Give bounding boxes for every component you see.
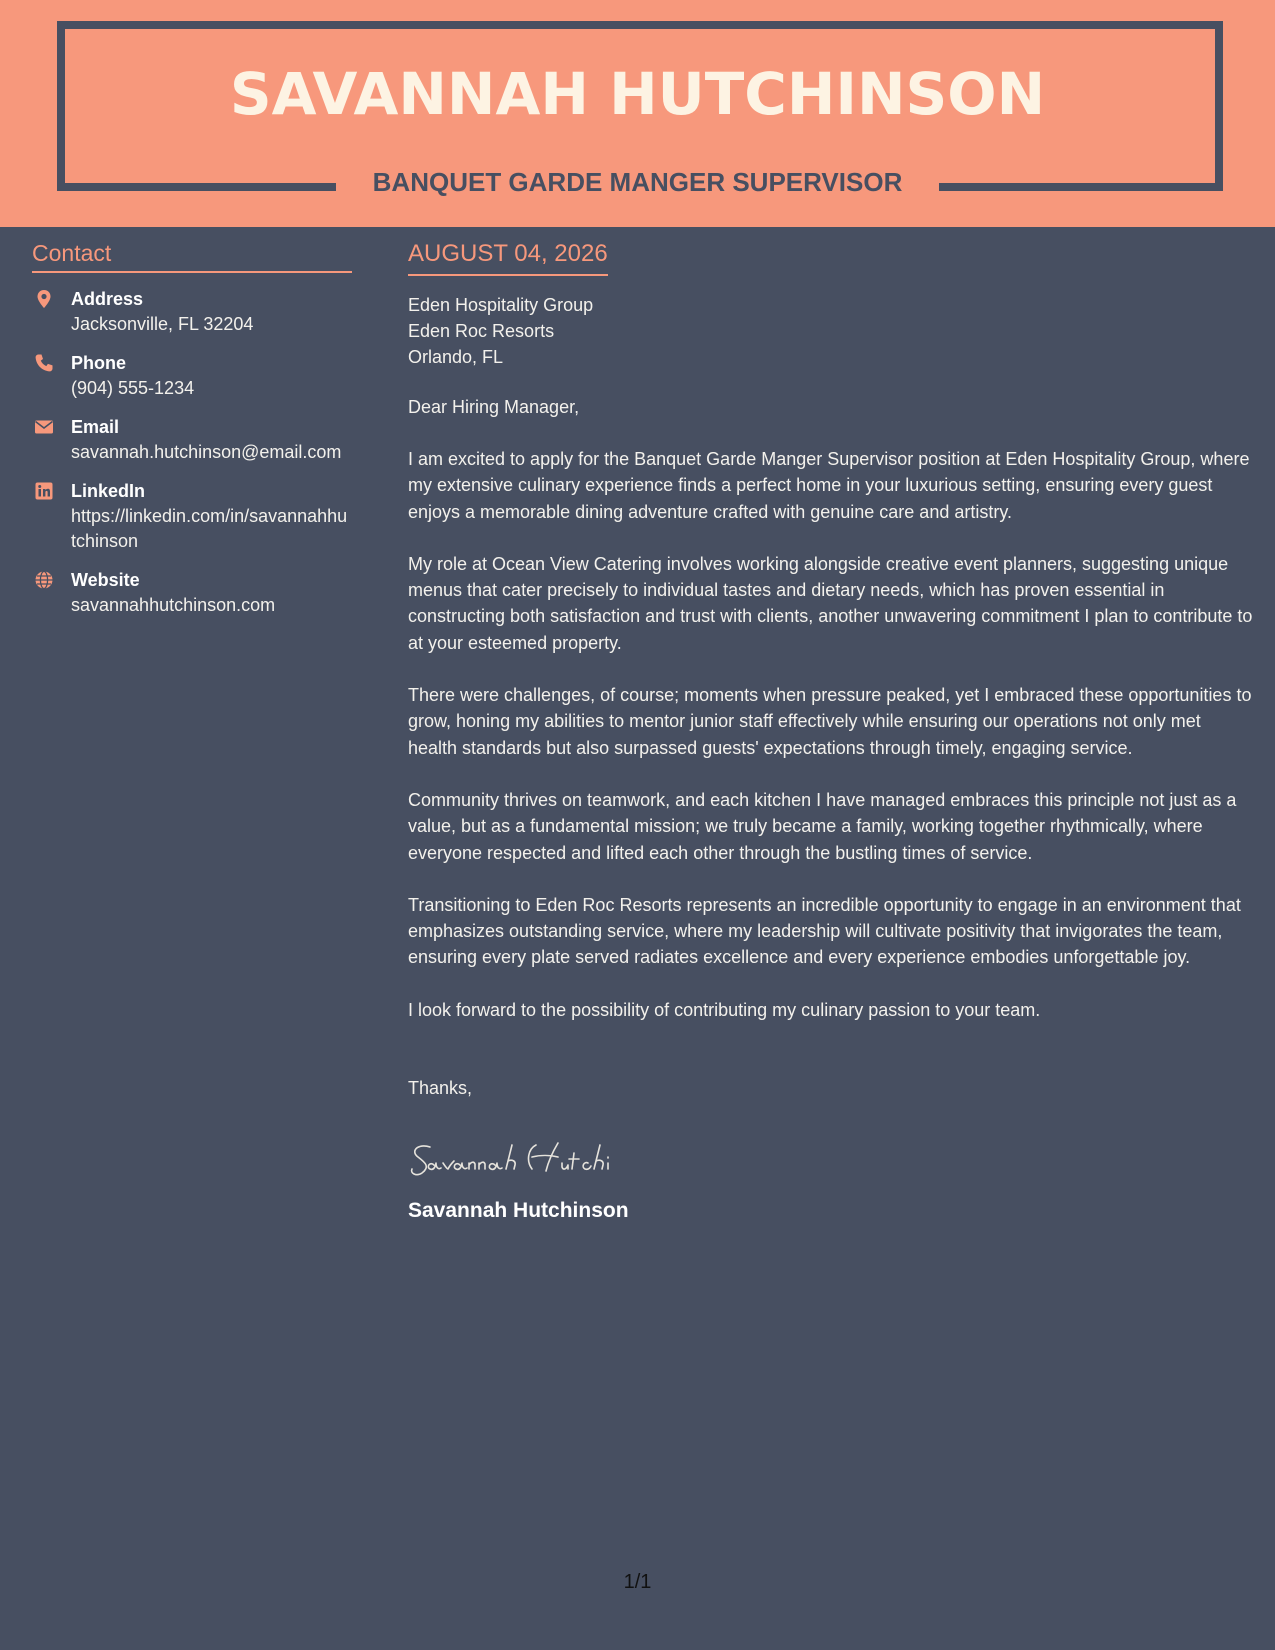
address-value: Jacksonville, FL 32204: [71, 314, 254, 334]
header-banner: [0, 0, 1275, 227]
contact-item-linkedin: [32, 479, 352, 554]
recipient-line: Eden Hospitality Group: [408, 295, 594, 315]
recipient-line: Orlando, FL: [408, 347, 504, 367]
letter-paragraph: I am excited to apply for the Banquet Garde Manger Supervisor position at Eden Hospitality Group, where my extensive culinary experience finds a perfect home in your luxurious setting, ensuring every guest enjoys a memorable dining adventure crafted with genuine care and artistry.: [408, 449, 1250, 522]
phone-label: Phone: [71, 353, 127, 373]
letter-date: AUGUST 04, 2026: [408, 240, 608, 276]
salutation: Dear Hiring Manager,: [408, 397, 580, 417]
contact-sidebar: [32, 240, 352, 618]
linkedin-value[interactable]: https://linkedin.com/in/savannahhutchinson: [71, 506, 348, 551]
letter-paragraph: I look forward to the possibility of contributing my culinary passion to your team.: [408, 999, 1041, 1020]
globe-icon: [34, 570, 54, 590]
phone-icon: [34, 353, 54, 373]
contact-item-website: [32, 568, 352, 618]
letter-paragraph: Transitioning to Eden Roc Resorts represents an incredible opportunity to engage in an environment that emphasizes outstanding service, where my leadership will cultivate positivity that invigorates the team, ensuring every plate served radiates excellence and every experience embodies unforgettable joy.: [408, 894, 1241, 968]
recipient-line: Eden Roc Resorts: [408, 321, 555, 341]
page-number: 1/1: [623, 1571, 652, 1593]
envelope-icon: [34, 417, 54, 437]
letter-closing: Thanks,: [408, 1078, 473, 1099]
signer-name: Savannah Hutchinson: [408, 1199, 629, 1223]
website-label: Website: [71, 570, 140, 590]
contact-item-phone: [32, 351, 352, 401]
contact-item-email: [32, 415, 352, 465]
letter-paragraph: My role at Ocean View Catering involves working alongside creative event planners, suggesting unique menus that cater precisely to individual tastes and dietary needs, which has proven essential in constructing both satisfaction and trust with clients, another unwavering commitment I plan to contribute to at your esteemed property.: [408, 553, 1253, 653]
email-value: savannah.hutchinson@email.com: [71, 442, 342, 462]
linkedin-icon: [34, 481, 54, 501]
email-label: Email: [71, 417, 120, 437]
job-title: BANQUET GARDE MANGER SUPERVISOR: [372, 167, 903, 197]
letter-paragraph: Community thrives on teamwork, and each kitchen I have managed embraces this principle not just as a value, but as a fundamental mission; we truly became a family, working together rhythmically, where everyone respected and lifted each other through the bustling times of service.: [408, 789, 1237, 863]
handwritten-signature: [408, 1135, 1253, 1185]
phone-value: (904) 555-1234: [71, 378, 195, 398]
address-label: Address: [71, 289, 144, 309]
signature-image: [408, 1135, 678, 1185]
contact-heading: Contact: [32, 240, 352, 273]
map-pin-icon: [34, 289, 54, 309]
website-value[interactable]: savannahhutchinson.com: [71, 595, 276, 615]
linkedin-label: LinkedIn: [71, 481, 146, 501]
applicant-name: SAVANNAH HUTCHINSON: [229, 60, 1046, 128]
recipient-block: [408, 292, 1253, 370]
letter-paragraph: There were challenges, of course; moments when pressure peaked, yet I embraced these opportunities to grow, honing my abilities to mentor junior staff effectively while ensuring our operations not only met health standards but also surpassed guests' expectations through timely, engaging service.: [408, 685, 1252, 758]
letter-body: [408, 240, 1253, 1223]
contact-item-address: [32, 287, 352, 337]
